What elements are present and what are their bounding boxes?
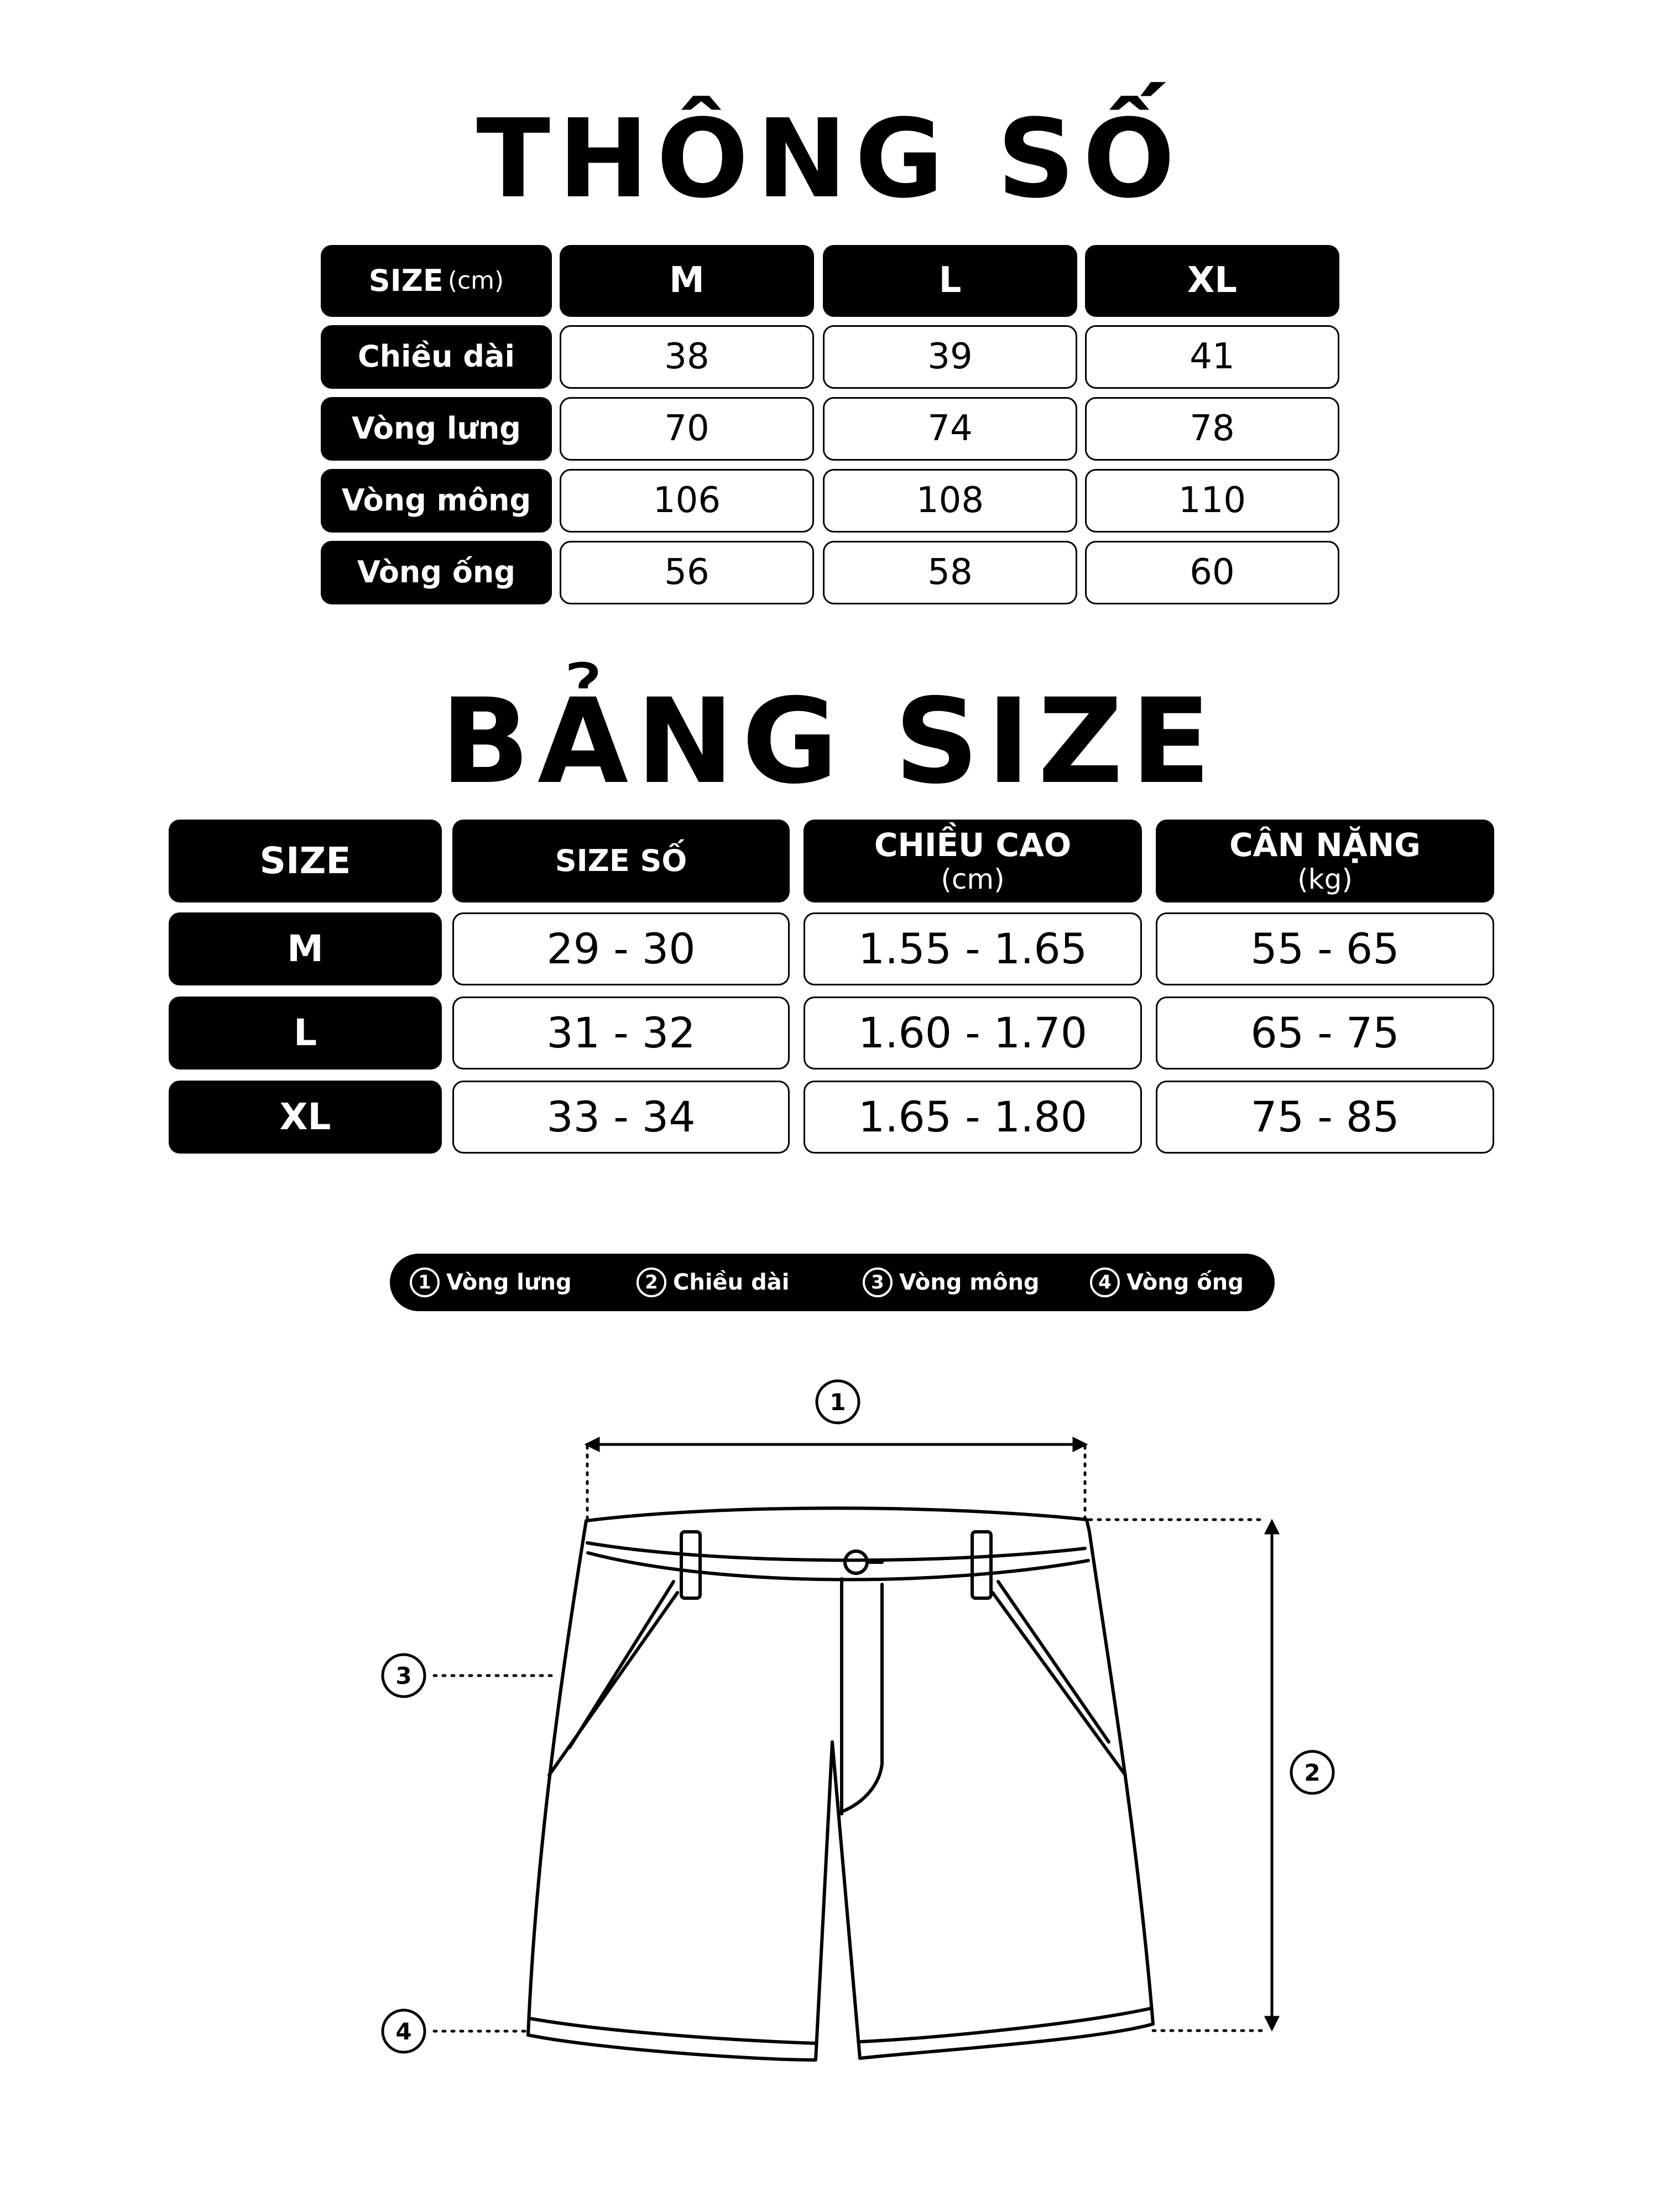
legend-number-badge: 3 (863, 1267, 893, 1297)
marker-4-label: 4 (395, 2018, 412, 2045)
spec-row-label: Chiều dài (321, 325, 552, 389)
size-row-label: XL (169, 1081, 442, 1154)
spec-value-cell: 38 (560, 325, 814, 389)
size-row-label: M (169, 912, 442, 985)
spec-row-label: Vòng lưng (321, 397, 552, 461)
size-value-cell: 33 - 34 (452, 1081, 790, 1154)
spec-row-label: Vòng mông (321, 469, 552, 533)
spec-value-cell: 110 (1085, 469, 1339, 533)
size-header-size: SIZE (169, 820, 442, 902)
legend-label: Vòng mông (899, 1270, 1040, 1295)
spec-size-header: M (560, 245, 814, 317)
legend-number-badge: 2 (637, 1267, 666, 1297)
size-value-cell: 1.65 - 1.80 (804, 1081, 1142, 1154)
spec-size-header: L (823, 245, 1077, 317)
spec-value-cell: 60 (1085, 541, 1339, 604)
spec-value-cell: 70 (560, 397, 814, 461)
legend-number-badge: 1 (410, 1267, 440, 1297)
size-value-cell: 1.55 - 1.65 (804, 912, 1142, 985)
spec-value-cell: 106 (560, 469, 814, 533)
marker-1-label: 1 (830, 1389, 846, 1416)
size-title: BẢNG SIZE (440, 673, 1219, 810)
marker-2-label: 2 (1304, 1759, 1321, 1786)
spec-value-cell: 39 (823, 325, 1077, 389)
size-header-height-unit: (cm) (941, 863, 1005, 895)
pocket-right (993, 1593, 1125, 1775)
size-value-cell: 55 - 65 (1156, 912, 1494, 985)
size-header-height-label: CHIỀU CAO (874, 826, 1072, 864)
size-value-cell: 75 - 85 (1156, 1081, 1494, 1154)
size-header-weight-unit: (kg) (1297, 863, 1353, 895)
size-value-cell: 1.60 - 1.70 (804, 997, 1142, 1070)
size-row-label: L (169, 997, 442, 1070)
belt-loop-left (681, 1532, 700, 1598)
size-header-size-so: SIZE SỐ (452, 820, 790, 902)
legend-number-badge: 4 (1090, 1267, 1120, 1297)
spec-value-cell: 41 (1085, 325, 1339, 389)
marker-3-label: 3 (395, 1662, 412, 1689)
size-value-cell: 31 - 32 (452, 997, 790, 1070)
hem-left (530, 2018, 816, 2043)
spec-row-label: Vòng ống (321, 541, 552, 604)
spec-value-cell: 56 (560, 541, 814, 604)
button-icon (845, 1551, 867, 1573)
shorts-waistband-lower (588, 1553, 1088, 1579)
belt-loop-right (972, 1532, 991, 1598)
spec-corner-label: SIZE (368, 263, 444, 298)
legend-label: Chiều dài (673, 1270, 790, 1295)
hem-right (861, 2008, 1150, 2042)
legend-label: Vòng lưng (446, 1270, 572, 1295)
spec-title: THÔNG SỐ (476, 96, 1183, 222)
spec-value-cell: 108 (823, 469, 1077, 533)
legend-label: Vòng ống (1126, 1270, 1244, 1295)
size-value-cell: 65 - 75 (1156, 997, 1494, 1070)
size-header-weight-label: CÂN NẶNG (1229, 826, 1421, 864)
spec-size-header: XL (1085, 245, 1339, 317)
spec-value-cell: 74 (823, 397, 1077, 461)
spec-value-cell: 58 (823, 541, 1077, 604)
spec-corner-unit: (cm) (447, 266, 504, 295)
size-value-cell: 29 - 30 (452, 912, 790, 985)
spec-value-cell: 78 (1085, 397, 1339, 461)
shorts-waistband (587, 1543, 1085, 1560)
